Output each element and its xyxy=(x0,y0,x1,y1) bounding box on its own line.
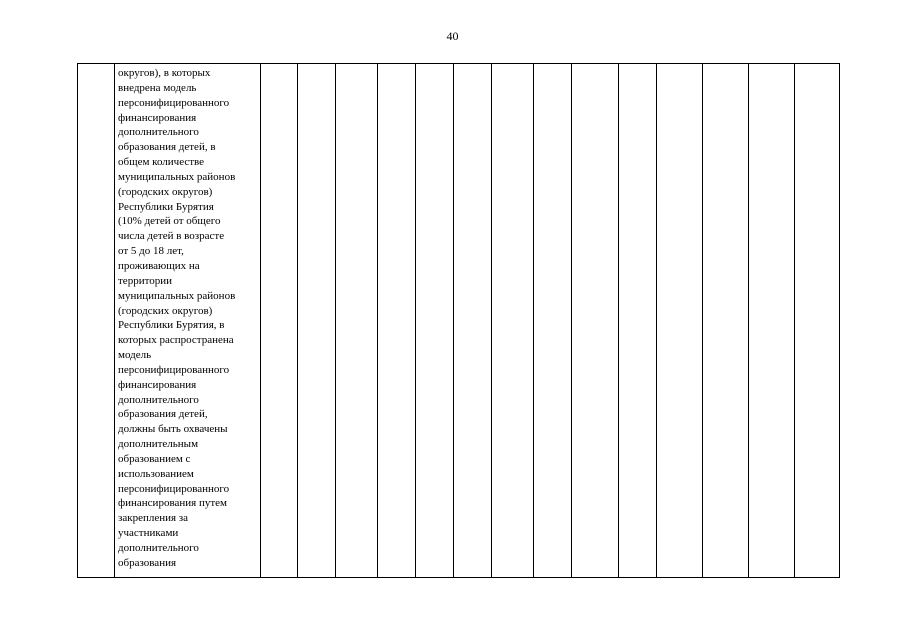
table-cell-value xyxy=(336,64,378,578)
data-table xyxy=(77,63,840,578)
indicator-line: использованием xyxy=(118,467,194,480)
page-number: 40 xyxy=(446,29,459,43)
table-cell-value xyxy=(703,64,749,578)
indicator-line: дополнительного xyxy=(118,393,199,406)
table-cell-value xyxy=(619,64,657,578)
table-cell-value xyxy=(572,64,619,578)
table-cell-indicator xyxy=(115,64,261,578)
indicator-line: дополнительным xyxy=(118,438,199,451)
table-cell-value xyxy=(795,64,840,578)
indicator-line: закрепления за xyxy=(118,512,189,525)
indicator-line: муниципальных районов xyxy=(118,289,236,302)
indicator-line: округов), в которых xyxy=(118,67,211,79)
indicator-line: дополнительного xyxy=(118,126,199,139)
table-cell-value xyxy=(298,64,336,578)
indicator-line: Республики Бурятия xyxy=(118,200,214,213)
table-cell-number xyxy=(78,64,115,578)
indicator-line: дополнительного xyxy=(118,542,199,554)
indicator-line: образованием с xyxy=(118,452,191,465)
indicator-line: персонифицированного xyxy=(118,363,230,376)
table-cell-value xyxy=(657,64,703,578)
indicator-line: внедрена модель xyxy=(118,81,197,94)
indicator-line: персонифицированного xyxy=(118,482,230,495)
indicator-line: муниципальных районов xyxy=(118,170,236,183)
indicator-text xyxy=(115,64,260,571)
table-row xyxy=(78,64,840,578)
indicator-line: финансирования xyxy=(118,378,197,391)
indicator-line: (городских округов) xyxy=(118,304,213,317)
table-cell-value xyxy=(534,64,572,578)
indicator-line: образования детей, xyxy=(118,408,208,421)
table-cell-value xyxy=(378,64,416,578)
indicator-line: Республики Бурятия, в xyxy=(118,319,225,332)
indicator-line: которых распространена xyxy=(118,334,234,347)
table-cell-value xyxy=(416,64,454,578)
indicator-line: должны быть охвачены xyxy=(118,423,228,436)
indicator-line: общем количестве xyxy=(118,156,205,169)
indicator-line: проживающих на xyxy=(118,259,200,272)
indicator-line: (городских округов) xyxy=(118,185,213,198)
indicator-line: финансирования xyxy=(118,111,197,124)
indicator-line: (10% детей от общего xyxy=(118,215,221,228)
indicator-line: образования xyxy=(118,556,177,569)
table-cell-value xyxy=(261,64,298,578)
indicator-line: модель xyxy=(118,349,152,362)
indicator-line: финансирования путем xyxy=(118,497,227,510)
indicator-line: территории xyxy=(118,274,173,287)
indicator-line: участниками xyxy=(118,527,179,540)
indicator-line: числа детей в возрасте xyxy=(118,230,225,243)
table-cell-value xyxy=(454,64,492,578)
table-cell-value xyxy=(492,64,534,578)
indicator-line: персонифицированного xyxy=(118,96,230,109)
table-cell-value xyxy=(749,64,795,578)
indicator-line: от 5 до 18 лет, xyxy=(118,245,184,258)
indicator-line: образования детей, в xyxy=(118,141,216,154)
